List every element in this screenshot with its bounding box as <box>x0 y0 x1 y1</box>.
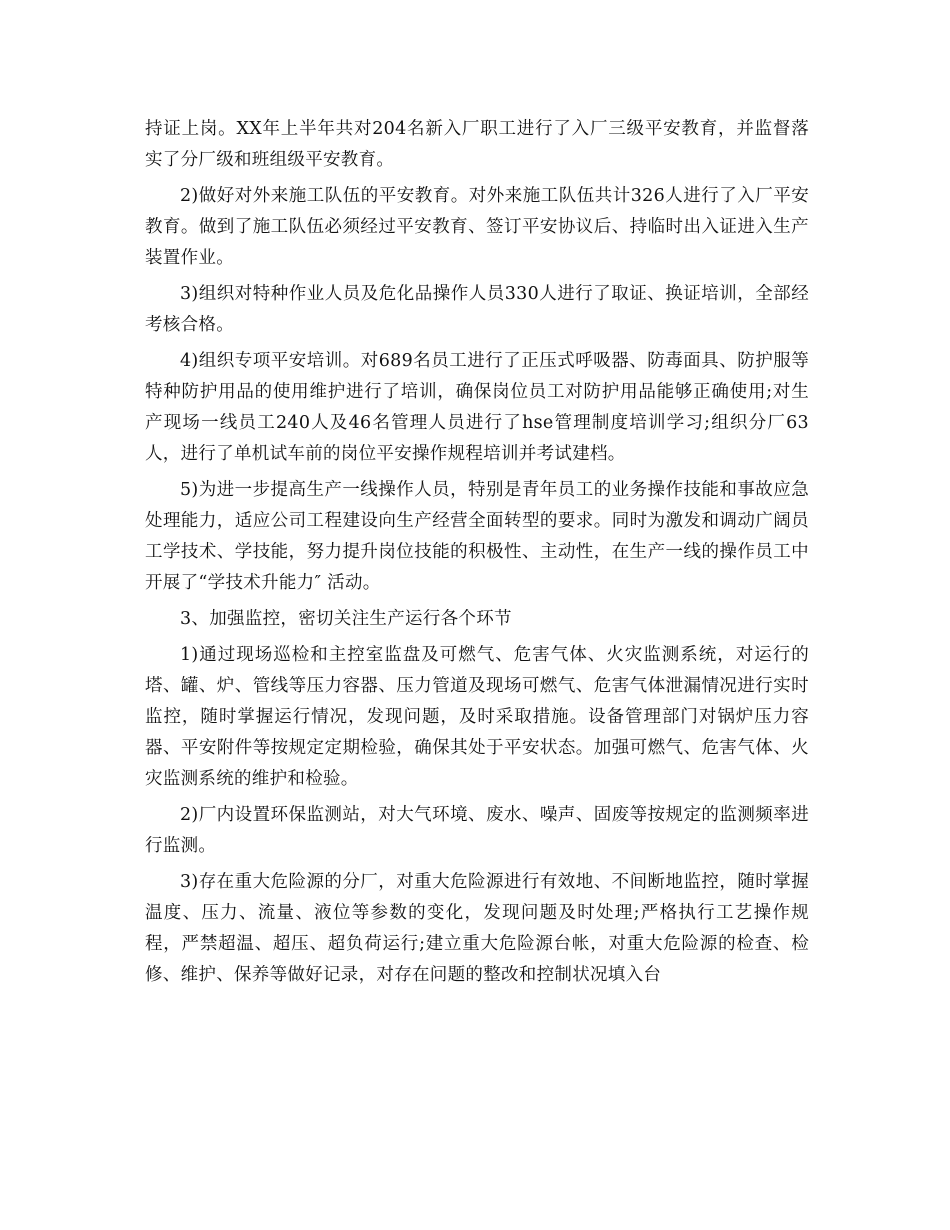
section-heading: 3、加强监控，密切关注生产运行各个环节 <box>180 609 512 629</box>
paragraph-2: 2)做好对外来施工队伍的平安教育。对外来施工队伍共计326人进行了入厂平安 教育。做到了施工队伍必须经过平安教育、签订平安协议后、持临时出入证进入生产装置作业。 <box>145 186 809 268</box>
document-body <box>145 114 809 996</box>
paragraph-6: 1)通过现场巡检和主控室监盘及可燃气、危害气体、火灾监测系统，对运行的塔、罐、炉、管线等压力容器、压力管道及现场可燃气、危害气体泄漏情况进行实时监控，随时掌握运行情况，发现问题，及时采取措施。设备管理部门对锅炉压力容器、平安附件等按规定定期检验，确保其处于平安状态。加强可燃气、危害气体、火灾监测系统的维护和检验。 <box>145 645 809 789</box>
paragraph-1: 持证上岗。XX年上半年共对204名新入厂职工进行了入厂三级平安教育，并监督落实了分厂级和班组级平安教育。 <box>145 119 809 170</box>
paragraph-3: 3)组织对特种作业人员及危化品操作人员330人进行了取证、换证培训，全部经考核合格。 <box>145 284 809 335</box>
paragraph-5: 5)为进一步提高生产一线操作人员，特别是青年员工的业务操作技能和事故应急处理能力，适应公司工程建设向生产经营全面转型的要求。同时为激发和调动广阔员工学技术、学技能，努力提升岗位技能的积极性、主动性，在生产一线的操作员工中开展了“学技术升能力″ 活动。 <box>145 480 809 593</box>
paragraph-8: 3)存在重大危险源的分厂，对重大危险源进行有效地、不间断地监控，随时掌握温度、压力、流量、液位等参数的变化，发现问题及时处理;严格执行工艺操作规程，严禁超温、超压、超负荷运行;建立重大危险源台帐，对重大危险源的检查、检修、维护、保养等做好记录，对存在问题的整改和控制状况填入台 <box>145 872 809 985</box>
paragraph-7: 2)厂内设置环保监测站，对大气环境、废水、噪声、固废等按规定的监测频率进行监测。 <box>145 805 809 856</box>
paragraph-4: 4)组织专项平安培训。对689名员工进行了正压式呼吸器、防毒面具、防护服等特种防护用品的使用维护进行了培训，确保岗位员工对防护用品能够正确使用;对生产现场一线员工240人及46名管理人员进行了hse管理制度培训学习;组织分厂63人，进行了单机试车前的岗位平安操作规程培训并考试建档。 <box>145 351 809 464</box>
